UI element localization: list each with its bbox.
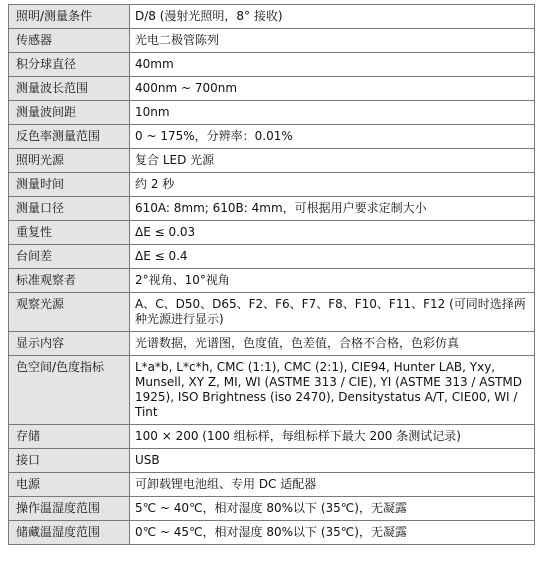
spec-value: A、C、D50、D65、F2、F6、F7、F8、F10、F11、F12 (可同时选择两种光源进行显示) — [130, 293, 535, 332]
spec-label: 照明/测量条件 — [9, 5, 130, 29]
spec-value: 100 × 200 (100 组标样，每组标样下最大 200 条测试记录) — [130, 425, 535, 449]
spec-value: 40mm — [130, 53, 535, 77]
spec-label: 色空间/色度指标 — [9, 356, 130, 425]
spec-row-sphere-diameter — [9, 53, 535, 77]
spec-label: 测量波长范围 — [9, 77, 130, 101]
spec-row-reflectance-range — [9, 125, 535, 149]
spec-row-sensor — [9, 29, 535, 53]
spec-value: ΔE ≤ 0.4 — [130, 245, 535, 269]
spec-row-wavelength-range — [9, 77, 535, 101]
spec-label: 操作温湿度范围 — [9, 497, 130, 521]
spec-value: 光谱数据，光谱图，色度值，色差值，合格不合格，色彩仿真 — [130, 332, 535, 356]
spec-value: 10nm — [130, 101, 535, 125]
spec-row-interface — [9, 449, 535, 473]
spec-value: USB — [130, 449, 535, 473]
spec-row-wavelength-interval — [9, 101, 535, 125]
spec-label: 积分球直径 — [9, 53, 130, 77]
spec-row-color-space — [9, 356, 535, 425]
spec-row-repeatability — [9, 221, 535, 245]
spec-label: 传感器 — [9, 29, 130, 53]
spec-value: 光电二极管陈列 — [130, 29, 535, 53]
spec-table — [8, 4, 535, 545]
spec-value: L*a*b, L*c*h, CMC (1:1), CMC (2:1), CIE94, Hunter LAB, Yxy, Munsell, XY Z, MI, WI (ASTME 313 / CIE), YI (ASTME 313 / ASTMD 1925), ISO Brightness (iso 2470), Densitystatus A/T, CIE00, WI / Tint — [130, 356, 535, 425]
spec-value: 400nm ~ 700nm — [130, 77, 535, 101]
spec-label: 存储 — [9, 425, 130, 449]
spec-row-observer — [9, 269, 535, 293]
spec-value: 0 ~ 175%，分辨率：0.01% — [130, 125, 535, 149]
spec-row-storage — [9, 425, 535, 449]
spec-label: 显示内容 — [9, 332, 130, 356]
spec-value: 可卸载锂电池组、专用 DC 适配器 — [130, 473, 535, 497]
spec-value: 约 2 秒 — [130, 173, 535, 197]
spec-label: 测量波间距 — [9, 101, 130, 125]
spec-value: 5℃ ~ 40℃，相对湿度 80%以下 (35℃)，无凝露 — [130, 497, 535, 521]
spec-row-display-content — [9, 332, 535, 356]
spec-value: 2°视角、10°视角 — [130, 269, 535, 293]
spec-label: 储藏温湿度范围 — [9, 521, 130, 545]
spec-row-light-source — [9, 149, 535, 173]
spec-row-operating-env — [9, 497, 535, 521]
spec-row-illumination — [9, 5, 535, 29]
spec-value: 610A: 8mm; 610B: 4mm，可根据用户要求定制大小 — [130, 197, 535, 221]
spec-label: 照明光源 — [9, 149, 130, 173]
spec-value: ΔE ≤ 0.03 — [130, 221, 535, 245]
spec-row-aperture — [9, 197, 535, 221]
spec-row-inter-instrument — [9, 245, 535, 269]
spec-label: 重复性 — [9, 221, 130, 245]
spec-value: 0℃ ~ 45℃，相对湿度 80%以下 (35℃)，无凝露 — [130, 521, 535, 545]
spec-label: 台间差 — [9, 245, 130, 269]
spec-label: 测量时间 — [9, 173, 130, 197]
spec-label: 反色率测量范围 — [9, 125, 130, 149]
spec-row-storage-env — [9, 521, 535, 545]
spec-label: 测量口径 — [9, 197, 130, 221]
spec-value: 复合 LED 光源 — [130, 149, 535, 173]
spec-label: 电源 — [9, 473, 130, 497]
spec-row-power — [9, 473, 535, 497]
spec-row-illuminants — [9, 293, 535, 332]
spec-label: 标准观察者 — [9, 269, 130, 293]
spec-row-measure-time — [9, 173, 535, 197]
spec-label: 观察光源 — [9, 293, 130, 332]
spec-label: 接口 — [9, 449, 130, 473]
spec-value: D/8 (漫射光照明，8° 接收) — [130, 5, 535, 29]
